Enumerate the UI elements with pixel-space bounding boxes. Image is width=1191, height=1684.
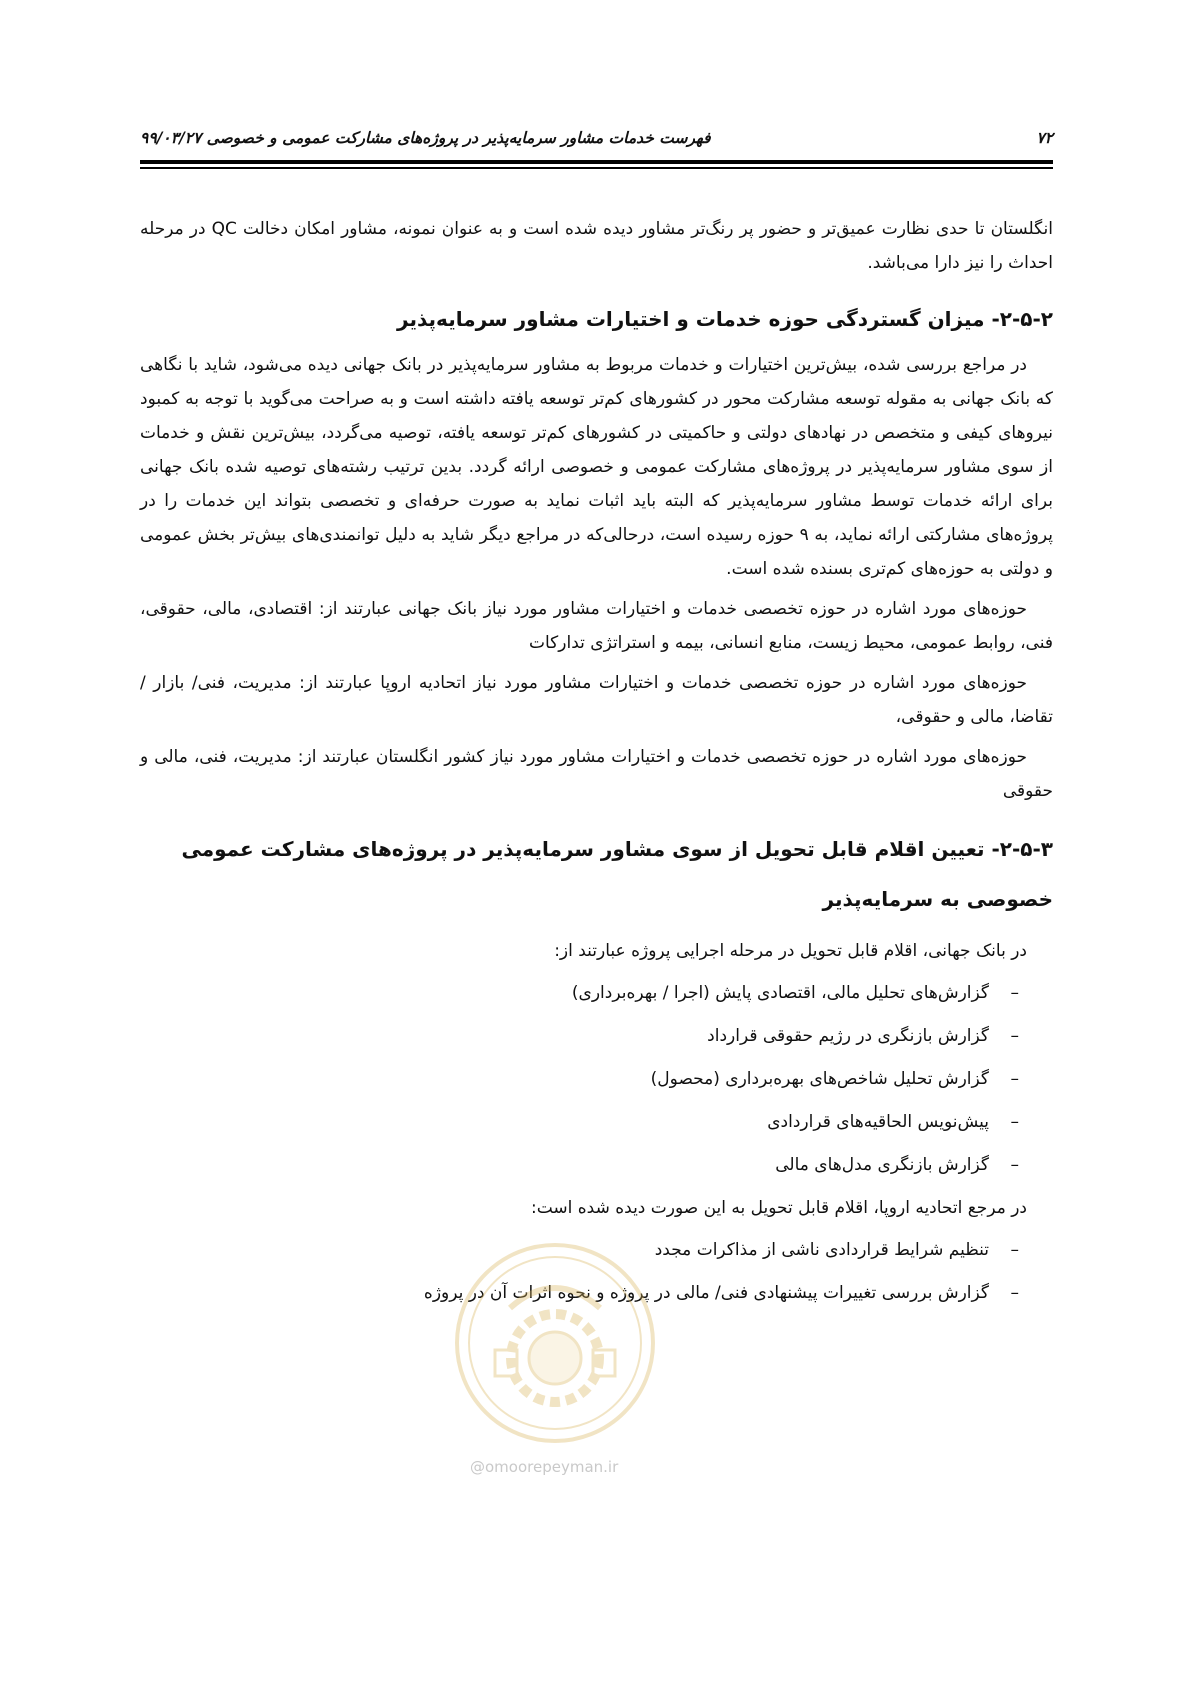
list-item-text: گزارش بازنگری در رژیم حقوقی قرارداد <box>707 1026 989 1046</box>
list-item-text: پیش‌نویس الحاقیه‌های قراردادی <box>767 1112 989 1132</box>
dash-marker: – <box>1010 1240 1019 1260</box>
world-bank-deliverables-list <box>140 972 1053 1187</box>
watermark-site-text: @omoorepeyman.ir <box>470 1458 619 1476</box>
header-title: فهرست خدمات مشاور سرمایه‌پذیر در پروژه‌های مشارکت عمومی و خصوصی ۹۹/۰۳/۲۷ <box>140 128 711 147</box>
paragraph-world-bank-fields: حوزه‌های مورد اشاره در حوزه تخصصی خدمات و اختیارات مشاور مورد نیاز بانک جهانی عبارتند از: اقتصادی، مالی، حقوقی، فنی، روابط عمومی، محیط زیست، منابع انسانی، بیمه و استراتژی تدارکات <box>140 599 1053 653</box>
dash-marker: – <box>1010 1283 1019 1303</box>
list-item <box>140 972 1053 1015</box>
list-item-text: تنظیم شرایط قراردادی ناشی از مذاکرات مجدد <box>654 1240 989 1260</box>
list-item <box>140 1101 1053 1144</box>
list-item-text: گزارش تحلیل شاخص‌های بهره‌برداری (محصول) <box>650 1069 989 1089</box>
list-item-text: گزارش بازنگری مدل‌های مالی <box>775 1155 989 1175</box>
main-content <box>140 212 1053 1315</box>
section-heading-2-5-3: ۲-۵-۳- تعیین اقلام قابل تحویل از سوی مشاور سرمایه‌پذیر در پروژه‌های مشارکت عمومی خصوصی به سرمایه‌پذیر <box>181 837 1053 911</box>
list-item <box>140 1144 1053 1187</box>
watermark-seal-icon <box>450 1238 660 1448</box>
paragraph-world-bank-overview: در مراجع بررسی شده، بیش‌ترین اختیارات و خدمات مربوط به مشاور سرمایه‌پذیر در بانک جهانی دیده می‌شود، شاید با نگاهی که بانک جهانی به مقوله توسعه مشارکت محور در کشورهای کم‌تر توسعه یافته داشته است و به صراحت می‌گوید با توجه به کمبود نیروهای کیفی و متخصص در نهادهای دولتی و حاکمیتی در کشورهای کم‌تر توسعه یافته، توصیه می‌گردد، بیش‌ترین نقش و خدمات از سوی مشاور سرمایه‌پذیر در پروژه‌های مشارکت عمومی و خصوصی ارائه گردد. بدین ترتیب رشته‌های توصیه شده بانک جهانی برای ارائه خدمات توسط مشاور سرمایه‌پذیر که البته باید اثبات نماید به صورت حرفه‌ای و تخصصی بتواند این خدمات را در پروژه‌های مشارکتی ارائه نماید، به ۹ حوزه رسیده است، درحالی‌که در مراجع دیگر شاید به دلیل توانمندی‌های بیش‌تر بخش عمومی و دولتی به حوزه‌های کم‌تری بسنده شده است. <box>140 355 1053 579</box>
dash-marker: – <box>1010 1155 1019 1175</box>
world-bank-deliverables-lead: در بانک جهانی، اقلام قابل تحویل در مرحله اجرایی پروژه عبارتند از: <box>554 941 1027 961</box>
list-item <box>140 1058 1053 1101</box>
dash-marker: – <box>1010 983 1019 1003</box>
running-header <box>140 128 1053 152</box>
dash-marker: – <box>1010 1069 1019 1089</box>
page-number: ۷۲ <box>1036 128 1053 147</box>
list-item-text: گزارش بررسی تغییرات پیشنهادی فنی/ مالی در پروژه و نحوه اثرات آن در پروژه <box>423 1283 989 1303</box>
section-heading-2-5-2: ۲-۵-۲- میزان گستردگی حوزه خدمات و اختیارات مشاور سرمایه‌پذیر <box>397 307 1053 331</box>
list-item <box>140 1015 1053 1058</box>
dash-marker: – <box>1010 1026 1019 1046</box>
eu-deliverables-lead: در مرجع اتحادیه اروپا، اقلام قابل تحویل به این صورت دیده شده است: <box>530 1198 1027 1218</box>
header-rule-thin <box>140 167 1053 169</box>
intro-paragraph: انگلستان تا حدی نظارت عمیق‌تر و حضور پر رنگ‌تر مشاور دیده شده است و به عنوان نمونه، مشاور امکان دخالت QC در مرحله احداث را نیز دارا می‌باشد. <box>140 219 1054 273</box>
header-rule-thick <box>140 160 1053 164</box>
dash-marker: – <box>1010 1112 1019 1132</box>
paragraph-eu-fields: حوزه‌های مورد اشاره در حوزه تخصصی خدمات و اختیارات مشاور مورد نیاز اتحادیه اروپا عبارتند از: مدیریت، فنی/ بازار / تقاضا، مالی و حقوقی، <box>140 673 1053 727</box>
paragraph-uk-fields: حوزه‌های مورد اشاره در حوزه تخصصی خدمات و اختیارات مشاور مورد نیاز کشور انگلستان عبارتند از: مدیریت، فنی، مالی و حقوقی <box>140 747 1053 801</box>
list-item-text: گزارش‌های تحلیل مالی، اقتصادی پایش (اجرا / بهره‌برداری) <box>571 983 989 1003</box>
